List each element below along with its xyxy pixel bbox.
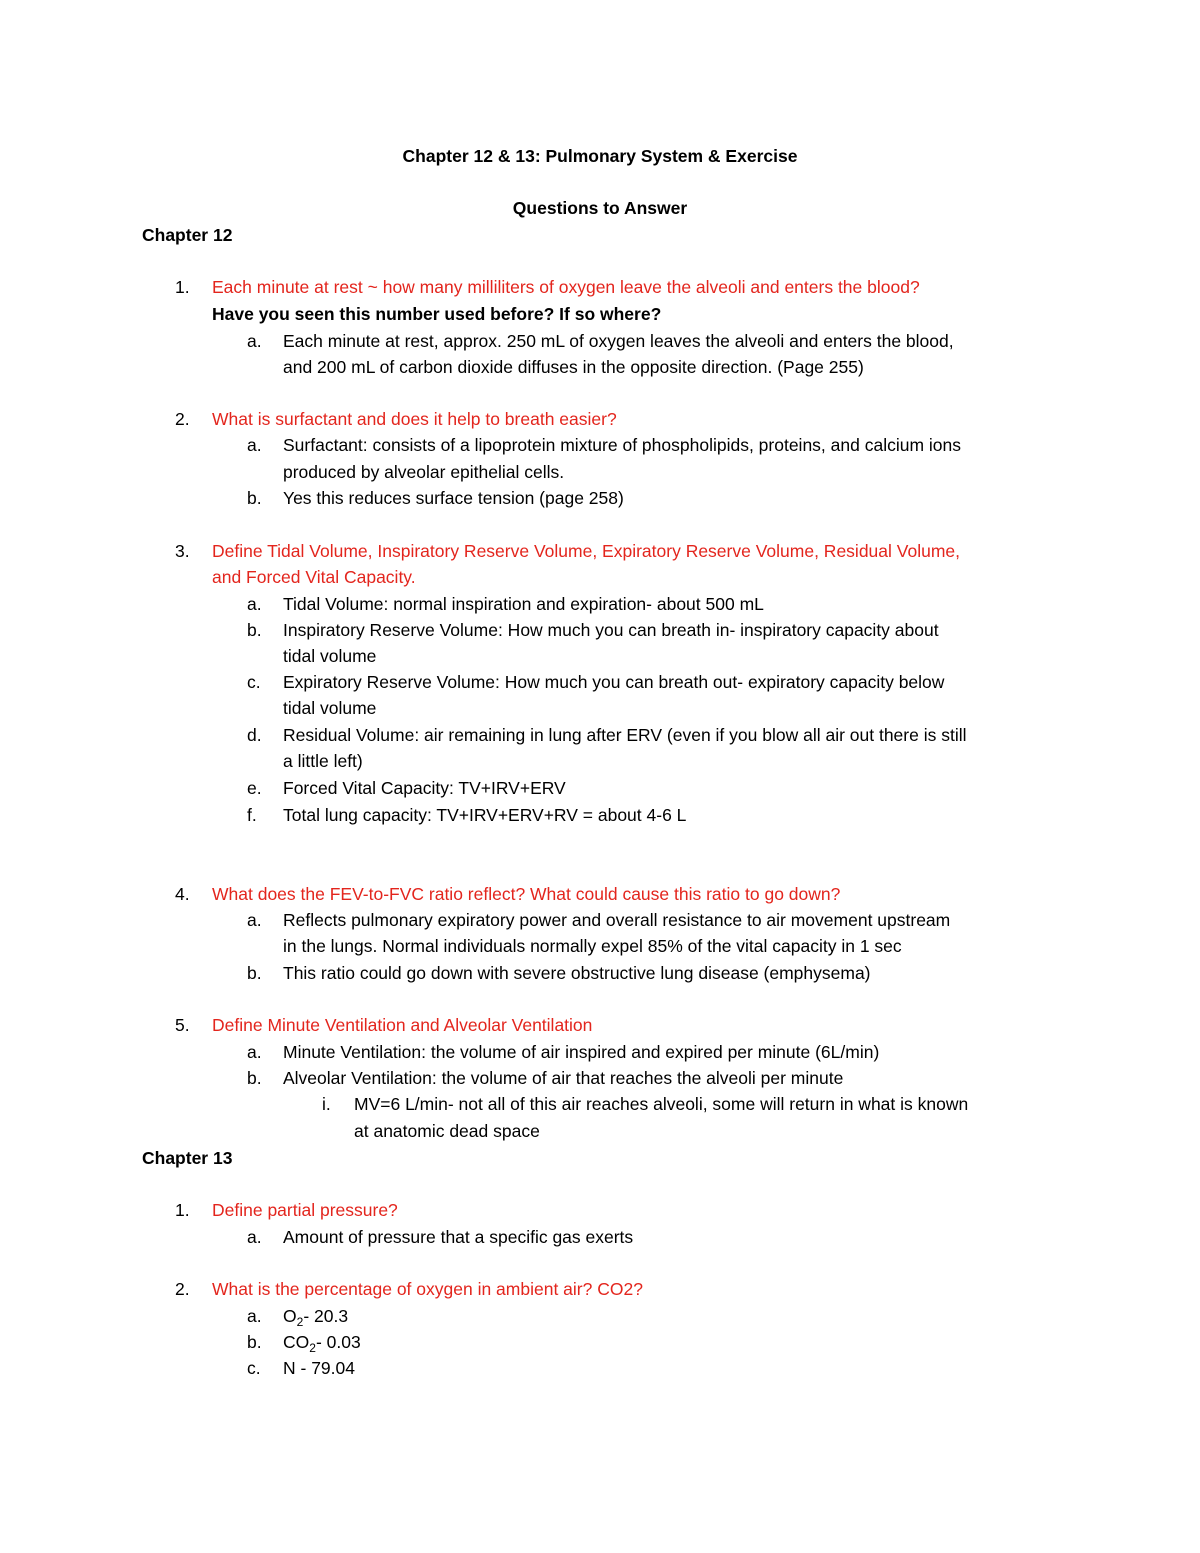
ch12-q3-a-label: a. [247,594,262,614]
ch12-q4-a-line2: in the lungs. Normal individuals normally expel 85% of the vital capacity in 1 sec [283,936,902,956]
ch12-q3-b-line1: Inspiratory Reserve Volume: How much you can breath in- inspiratory capacity about [283,620,939,640]
ch12-q5-b-line1: Alveolar Ventilation: the volume of air that reaches the alveoli per minute [283,1068,844,1088]
ch13-q2-a-line [283,1305,348,1329]
ch12-q3-d-line2: a little left) [283,751,363,771]
ch12-q5-i-line1: MV=6 L/min- not all of this air reaches alveoli, some will return in what is known [354,1094,969,1114]
ch13-q1-text: Define partial pressure? [212,1200,398,1220]
ch12-q1-a-line1: Each minute at rest, approx. 250 mL of oxygen leaves the alveoli and enters the blood, [283,331,954,351]
ch12-q3-text-line1: Define Tidal Volume, Inspiratory Reserve Volume, Expiratory Reserve Volume, Residual Volume, [212,541,960,561]
ch12-q5-a-line1: Minute Ventilation: the volume of air inspired and expired per minute (6L/min) [283,1042,880,1062]
ch12-q4-b-line1: This ratio could go down with severe obstructive lung disease (emphysema) [283,963,871,983]
ch12-q3-d-line1: Residual Volume: air remaining in lung after ERV (even if you blow all air out there is still [283,725,967,745]
ch12-q3-a-line1: Tidal Volume: normal inspiration and expiration- about 500 mL [283,594,764,614]
ch12-q3-b-label: b. [247,620,262,640]
ch12-q3-text-line2: and Forced Vital Capacity. [212,567,416,587]
ch12-q2-a-line2: produced by alveolar epithelial cells. [283,462,565,482]
ch12-q3-d-label: d. [247,725,262,745]
ch13-q2-a-value: - 20.3 [303,1306,349,1326]
ch12-q4-b-label: b. [247,963,262,983]
ch12-q5-number: 5. [175,1015,190,1035]
document-subtitle: Questions to Answer [512,198,688,218]
ch13-q2-a-sub: 2 [296,1315,304,1329]
ch12-q4-number: 4. [175,884,190,904]
ch12-q5-text: Define Minute Ventilation and Alveolar Ventilation [212,1015,593,1035]
ch12-q5-i-line2: at anatomic dead space [354,1121,540,1141]
ch13-q2-a-label: a. [247,1306,262,1326]
ch12-q3-b-line2: tidal volume [283,646,377,666]
ch13-q2-text: What is the percentage of oxygen in ambient air? CO2? [212,1279,643,1299]
ch12-q2-text: What is surfactant and does it help to breath easier? [212,409,617,429]
ch12-q4-a-line1: Reflects pulmonary expiratory power and overall resistance to air movement upstream [283,910,951,930]
ch12-q3-c-label: c. [247,672,261,692]
ch12-q1-text: Each minute at rest ~ how many milliliters of oxygen leave the alveoli and enters the blood? [212,277,920,297]
ch13-q2-c-label: c. [247,1358,261,1378]
ch12-q2-a-line1: Surfactant: consists of a lipoprotein mixture of phospholipids, proteins, and calcium ions [283,435,961,455]
chapter-12-heading: Chapter 12 [142,225,233,245]
ch12-q5-i-label: i. [322,1094,331,1114]
ch12-q5-a-label: a. [247,1042,262,1062]
ch12-q2-number: 2. [175,409,190,429]
chapter-13-heading: Chapter 13 [142,1148,233,1168]
ch12-q1-followup: Have you seen this number used before? If so where? [212,304,662,324]
ch12-q4-a-label: a. [247,910,262,930]
ch13-q2-b-prefix: CO [283,1332,310,1352]
ch12-q2-b-label: b. [247,488,262,508]
ch12-q1-a-label: a. [247,331,262,351]
ch13-q2-c-line1: N - 79.04 [283,1358,355,1378]
ch13-q2-b-value: - 0.03 [315,1332,361,1352]
ch13-q1-a-label: a. [247,1227,262,1247]
ch13-q2-b-label: b. [247,1332,262,1352]
ch12-q4-text: What does the FEV-to-FVC ratio reflect? What could cause this ratio to go down? [212,884,841,904]
ch13-q2-number: 2. [175,1279,190,1299]
ch12-q3-c-line2: tidal volume [283,698,377,718]
ch12-q3-number: 3. [175,541,190,561]
ch13-q2-b-line [283,1331,361,1355]
ch12-q3-f-line1: Total lung capacity: TV+IRV+ERV+RV = about 4-6 L [283,805,687,825]
ch12-q3-e-line1: Forced Vital Capacity: TV+IRV+ERV [283,778,566,798]
ch12-q3-c-line1: Expiratory Reserve Volume: How much you can breath out- expiratory capacity below [283,672,945,692]
ch12-q3-f-label: f. [247,805,257,825]
ch13-q1-number: 1. [175,1200,190,1220]
ch12-q1-number: 1. [175,277,190,297]
ch13-q1-a-line1: Amount of pressure that a specific gas exerts [283,1227,634,1247]
document-title: Chapter 12 & 13: Pulmonary System & Exercise [402,146,798,166]
ch12-q2-a-label: a. [247,435,262,455]
ch13-q2-a-prefix: O [283,1306,297,1326]
ch13-q2-b-sub: 2 [309,1341,316,1355]
ch12-q3-e-label: e. [247,778,262,798]
ch12-q5-b-label: b. [247,1068,262,1088]
ch12-q1-a-line2: and 200 mL of carbon dioxide diffuses in the opposite direction. (Page 255) [283,357,864,377]
ch12-q2-b-line1: Yes this reduces surface tension (page 258) [283,488,624,508]
